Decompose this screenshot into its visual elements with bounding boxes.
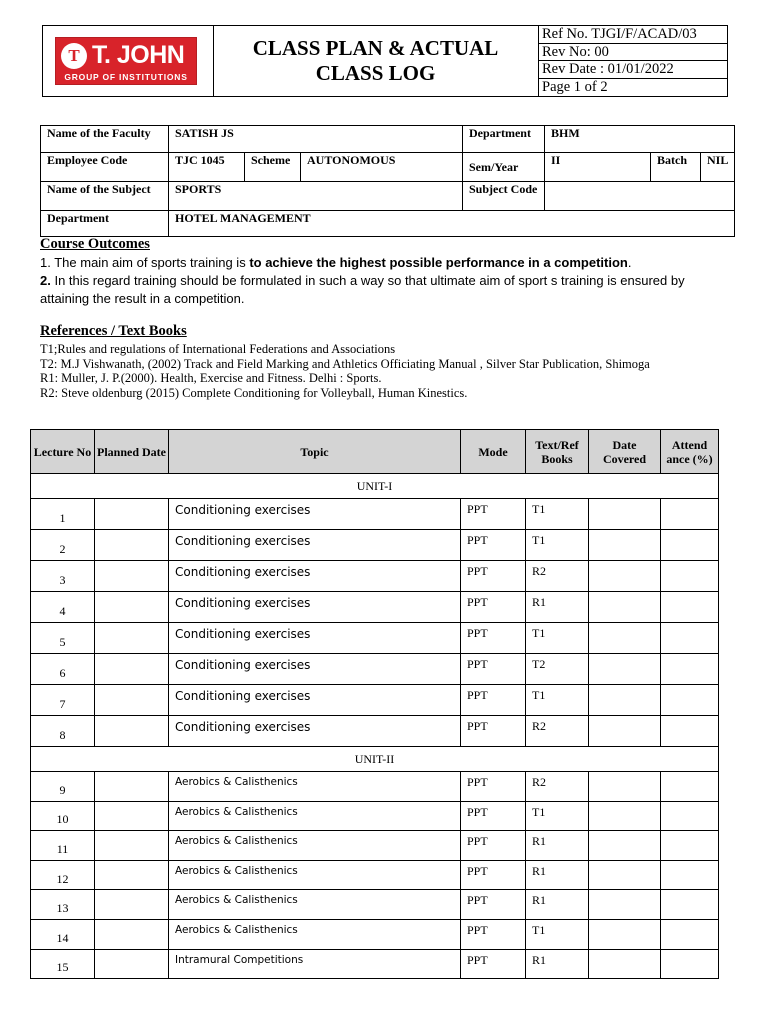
- reference-block: [538, 26, 728, 96]
- topic-cell: Conditioning exercises: [169, 685, 461, 716]
- faculty-label: Name of the Faculty: [41, 126, 169, 153]
- lecture-number: 7: [31, 685, 95, 716]
- unit-title: UNIT-I: [31, 474, 719, 499]
- date-covered-cell: [589, 623, 661, 654]
- department-label: Department: [463, 126, 545, 153]
- date-covered-cell: [589, 890, 661, 920]
- book-cell: R2: [526, 716, 589, 747]
- unit-row: [31, 747, 719, 772]
- lecture-number: 13: [31, 890, 95, 920]
- class-log-table: [30, 429, 719, 979]
- references-heading: References / Text Books: [40, 323, 187, 339]
- lecture-number: 14: [31, 919, 95, 949]
- unit-title: UNIT-II: [31, 747, 719, 772]
- ref-number: Ref No. TJGI/F/ACAD/03: [538, 26, 728, 44]
- institution-logo: [55, 37, 197, 85]
- mode-cell: PPT: [461, 801, 526, 831]
- book-cell: T2: [526, 654, 589, 685]
- topic-cell: Conditioning exercises: [169, 716, 461, 747]
- reference-item: R1: Muller, J. P.(2000). Health, Exercise and Fitness. Delhi : Sports.: [40, 371, 382, 385]
- attendance-cell: [661, 949, 719, 979]
- lecture-number: 8: [31, 716, 95, 747]
- table-row: [31, 592, 719, 623]
- topic-cell: Aerobics & Calisthenics: [169, 860, 461, 890]
- attendance-cell: [661, 860, 719, 890]
- attendance-cell: [661, 654, 719, 685]
- planned-date-cell: [95, 685, 169, 716]
- date-covered-cell: [589, 949, 661, 979]
- col-topic: Topic: [169, 430, 461, 474]
- table-row: [31, 716, 719, 747]
- date-covered-cell: [589, 499, 661, 530]
- references-list: [40, 342, 740, 400]
- unit-row: [31, 474, 719, 499]
- topic-cell: Conditioning exercises: [169, 530, 461, 561]
- col-planned-date: Planned Date: [95, 430, 169, 474]
- book-cell: T1: [526, 530, 589, 561]
- book-cell: R1: [526, 949, 589, 979]
- page-number: Page 1 of 2: [542, 78, 608, 95]
- planned-date-cell: [95, 654, 169, 685]
- planned-date-cell: [95, 860, 169, 890]
- lecture-number: 11: [31, 831, 95, 861]
- mode-cell: PPT: [461, 561, 526, 592]
- date-covered-cell: [589, 772, 661, 802]
- planned-date-cell: [95, 772, 169, 802]
- date-covered-cell: [589, 860, 661, 890]
- subject-code-value: [545, 182, 735, 211]
- topic-cell: Conditioning exercises: [169, 499, 461, 530]
- attendance-cell: [661, 561, 719, 592]
- course-outcome-1: [40, 254, 725, 272]
- lecture-number: 4: [31, 592, 95, 623]
- batch-value: NIL: [701, 153, 735, 182]
- subject-code-label: Subject Code: [463, 182, 545, 211]
- mode-cell: PPT: [461, 831, 526, 861]
- lecture-number: 1: [31, 499, 95, 530]
- reference-item: T1;Rules and regulations of International Federations and Associations: [40, 342, 396, 356]
- lecture-number: 2: [31, 530, 95, 561]
- reference-item: T2: M.J Vishwanath, (2002) Track and Field Marking and Athletics Officiating Manual , Silver Star Publication, Shimoga: [40, 356, 650, 371]
- employee-code-value: TJC 1045: [169, 153, 245, 182]
- date-covered-cell: [589, 919, 661, 949]
- table-row: [31, 860, 719, 890]
- mode-cell: PPT: [461, 890, 526, 920]
- topic-cell: Conditioning exercises: [169, 623, 461, 654]
- logo-name: T. JOHN: [92, 41, 185, 69]
- outcome-2-number: 2.: [40, 273, 51, 288]
- lecture-number: 10: [31, 801, 95, 831]
- topic-cell: Aerobics & Calisthenics: [169, 831, 461, 861]
- planned-date-cell: [95, 831, 169, 861]
- table-row: [31, 801, 719, 831]
- faculty-value: SATISH JS: [169, 126, 463, 153]
- date-covered-cell: [589, 654, 661, 685]
- col-mode: Mode: [461, 430, 526, 474]
- lecture-number: 12: [31, 860, 95, 890]
- topic-cell: Conditioning exercises: [169, 561, 461, 592]
- book-cell: R1: [526, 860, 589, 890]
- mode-cell: PPT: [461, 860, 526, 890]
- attendance-cell: [661, 592, 719, 623]
- planned-date-cell: [95, 561, 169, 592]
- attendance-cell: [661, 499, 719, 530]
- lecture-number: 6: [31, 654, 95, 685]
- title-line-2: CLASS LOG: [315, 61, 436, 85]
- planned-date-cell: [95, 592, 169, 623]
- employee-code-label: Employee Code: [41, 153, 169, 182]
- outcome-2-text: In this regard training should be formulated in such a way so that ultimate aim of sport s training is ensured by attaining the result in a competition.: [40, 273, 685, 306]
- date-covered-cell: [589, 592, 661, 623]
- planned-date-cell: [95, 499, 169, 530]
- topic-cell: Conditioning exercises: [169, 654, 461, 685]
- table-row: [31, 530, 719, 561]
- table-row: [31, 561, 719, 592]
- mode-cell: PPT: [461, 919, 526, 949]
- mode-cell: PPT: [461, 592, 526, 623]
- lecture-number: 9: [31, 772, 95, 802]
- table-row: [31, 654, 719, 685]
- book-cell: T1: [526, 623, 589, 654]
- department2-label: Department: [41, 211, 169, 237]
- col-text-ref-books: Text/Ref Books: [526, 430, 589, 474]
- attendance-cell: [661, 801, 719, 831]
- col-lecture-no: Lecture No: [31, 430, 95, 474]
- scheme-value: AUTONOMOUS: [301, 153, 463, 182]
- scheme-label: Scheme: [245, 153, 301, 182]
- book-cell: R1: [526, 890, 589, 920]
- table-row: [31, 890, 719, 920]
- lecture-number: 15: [31, 949, 95, 979]
- table-row: [31, 499, 719, 530]
- date-covered-cell: [589, 530, 661, 561]
- book-cell: T1: [526, 499, 589, 530]
- col-attendance: Attend ance (%): [661, 430, 719, 474]
- table-row: [31, 623, 719, 654]
- reference-item: R2: Steve oldenburg (2015) Complete Conditioning for Volleyball, Human Kinestics.: [40, 385, 468, 400]
- mode-cell: PPT: [461, 685, 526, 716]
- document-title: [213, 36, 538, 86]
- topic-cell: Aerobics & Calisthenics: [169, 919, 461, 949]
- attendance-cell: [661, 685, 719, 716]
- table-row: [31, 685, 719, 716]
- topic-cell: Aerobics & Calisthenics: [169, 801, 461, 831]
- attendance-cell: [661, 530, 719, 561]
- logo-tagline: GROUP OF INSTITUTIONS: [64, 72, 188, 82]
- table-row: [31, 919, 719, 949]
- book-cell: T1: [526, 919, 589, 949]
- outcome-1-end: .: [627, 255, 632, 270]
- planned-date-cell: [95, 801, 169, 831]
- date-covered-cell: [589, 561, 661, 592]
- mode-cell: PPT: [461, 530, 526, 561]
- department-value: BHM: [545, 126, 735, 153]
- book-cell: R2: [526, 772, 589, 802]
- attendance-cell: [661, 890, 719, 920]
- planned-date-cell: [95, 919, 169, 949]
- col-date-covered: Date Covered: [589, 430, 661, 474]
- book-cell: R1: [526, 831, 589, 861]
- title-cell: [213, 26, 539, 96]
- topic-cell: Aerobics & Calisthenics: [169, 890, 461, 920]
- topic-cell: Aerobics & Calisthenics: [169, 772, 461, 802]
- planned-date-cell: [95, 949, 169, 979]
- planned-date-cell: [95, 716, 169, 747]
- mode-cell: PPT: [461, 772, 526, 802]
- mode-cell: PPT: [461, 716, 526, 747]
- attendance-cell: [661, 772, 719, 802]
- planned-date-cell: [95, 530, 169, 561]
- course-outcomes-heading: Course Outcomes: [40, 236, 150, 252]
- lecture-number: 5: [31, 623, 95, 654]
- topic-cell: Conditioning exercises: [169, 592, 461, 623]
- date-covered-cell: [589, 801, 661, 831]
- attendance-cell: [661, 919, 719, 949]
- revision-date: Rev Date : 01/01/2022: [538, 61, 728, 79]
- date-covered-cell: [589, 831, 661, 861]
- mode-cell: PPT: [461, 654, 526, 685]
- subject-value: SPORTS: [169, 182, 463, 211]
- date-covered-cell: [589, 716, 661, 747]
- sem-year-label: Sem/Year: [463, 153, 545, 182]
- revision-number: Rev No: 00: [538, 44, 728, 62]
- mode-cell: PPT: [461, 623, 526, 654]
- mode-cell: PPT: [461, 499, 526, 530]
- title-line-1: CLASS PLAN & ACTUAL: [252, 36, 499, 60]
- topic-cell: Intramural Competitions: [169, 949, 461, 979]
- batch-label: Batch: [651, 153, 701, 182]
- faculty-info-table: [40, 125, 735, 237]
- outcome-1-number: 1.: [40, 255, 51, 270]
- attendance-cell: [661, 623, 719, 654]
- table-row: [31, 831, 719, 861]
- document-header: [42, 25, 728, 97]
- course-outcome-2: [40, 272, 725, 308]
- sem-year-value: II: [545, 153, 651, 182]
- subject-label: Name of the Subject: [41, 182, 169, 211]
- logo-cell: [43, 26, 214, 96]
- book-cell: R2: [526, 561, 589, 592]
- table-row: [31, 949, 719, 979]
- book-cell: T1: [526, 685, 589, 716]
- attendance-cell: [661, 831, 719, 861]
- mode-cell: PPT: [461, 949, 526, 979]
- book-cell: R1: [526, 592, 589, 623]
- outcome-1-bold: to achieve the highest possible performance in a competition: [249, 255, 628, 270]
- lecture-number: 3: [31, 561, 95, 592]
- outcome-1-text: The main aim of sports training is: [54, 255, 250, 270]
- table-row: [31, 772, 719, 802]
- attendance-cell: [661, 716, 719, 747]
- date-covered-cell: [589, 685, 661, 716]
- book-cell: T1: [526, 801, 589, 831]
- department2-value: HOTEL MANAGEMENT: [169, 211, 735, 237]
- planned-date-cell: [95, 890, 169, 920]
- planned-date-cell: [95, 623, 169, 654]
- logo-emblem-icon: T: [61, 43, 87, 69]
- log-header-row: [31, 430, 719, 474]
